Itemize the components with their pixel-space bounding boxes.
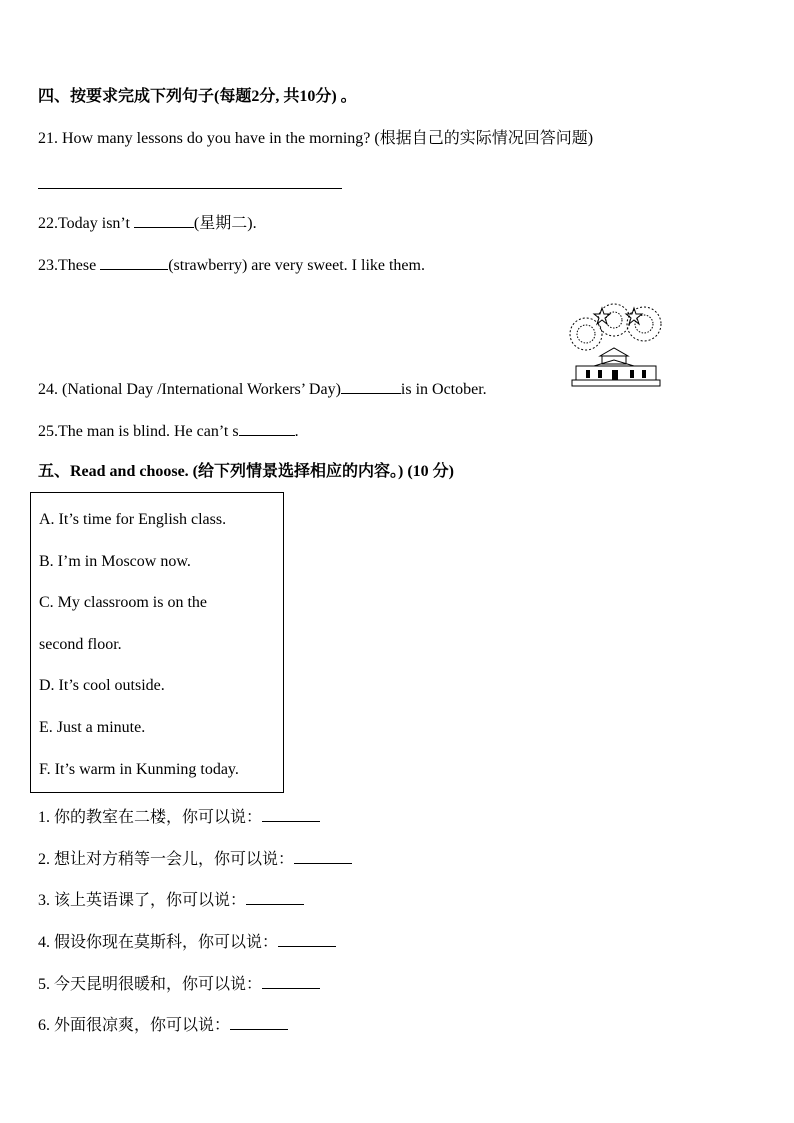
question-22-after: (星期二). [193, 215, 257, 232]
scenario-6-text: 6. 外面很凉爽，你可以说： [38, 1017, 231, 1034]
answer-blank-scenario-1[interactable] [262, 806, 320, 822]
question-24-after: is in October. [400, 381, 487, 398]
answer-blank-23[interactable] [100, 254, 168, 270]
question-23-after: (strawberry) are very sweet. I like them. [168, 257, 425, 274]
answer-blank-scenario-5[interactable] [262, 973, 320, 989]
option-e: E. Just a minute. [39, 719, 146, 736]
option-f: F. It’s warm in Kunming today. [39, 761, 239, 778]
answer-blank-scenario-2[interactable] [294, 848, 352, 864]
scenario-item [38, 1014, 288, 1036]
answer-blank-24[interactable] [341, 378, 401, 394]
option-b: B. I’m in Moscow now. [39, 553, 191, 570]
question-23 [38, 254, 425, 276]
option-c-line-2: second floor. [39, 636, 122, 653]
question-25 [38, 420, 299, 442]
answer-blank-scenario-3[interactable] [246, 889, 304, 905]
section-4-heading: 四、按要求完成下列句子(每题2分, 共10分) 。 [38, 88, 357, 105]
scenario-item [38, 931, 336, 953]
question-22 [38, 212, 257, 234]
scenario-4-text: 4. 假设你现在莫斯科，你可以说： [38, 934, 279, 951]
option-a: A. It’s time for English class. [39, 511, 227, 528]
scenario-item [38, 848, 352, 870]
scenario-1-text: 1. 你的教室在二楼，你可以说： [38, 809, 263, 826]
options-box [30, 492, 284, 793]
option-d: D. It’s cool outside. [39, 677, 165, 694]
answer-blank-25[interactable] [239, 420, 295, 436]
scenario-item [38, 806, 320, 828]
question-25-after: . [294, 423, 299, 440]
scenario-item [38, 973, 320, 995]
scenario-3-text: 3. 该上英语课了，你可以说： [38, 892, 247, 909]
question-21: 21. How many lessons do you have in the morning? (根据自己的实际情况回答问题) [38, 130, 594, 147]
scenario-5-text: 5. 今天昆明很暖和，你可以说： [38, 976, 263, 993]
answer-blank-scenario-4[interactable] [278, 931, 336, 947]
tiananmen-fireworks-icon [564, 300, 668, 390]
scenario-item [38, 889, 304, 911]
scenario-2-text: 2. 想让对方稍等一会儿，你可以说： [38, 851, 295, 868]
section-5-heading: 五、Read and choose. (给下列情景选择相应的内容。) (10 分) [38, 463, 454, 480]
answer-blank-22[interactable] [134, 212, 194, 228]
question-23-before: 23.These [38, 257, 101, 274]
answer-blank-scenario-6[interactable] [230, 1014, 288, 1030]
question-24 [38, 378, 487, 400]
question-22-before: 22.Today isn’t [38, 215, 134, 232]
question-24-before: 24. (National Day /International Workers’ Day) [38, 381, 341, 398]
answer-line-21[interactable] [38, 188, 342, 189]
option-c-line-1: C. My classroom is on the [39, 594, 207, 611]
question-25-before: 25.The man is blind. He can’t s [38, 423, 239, 440]
